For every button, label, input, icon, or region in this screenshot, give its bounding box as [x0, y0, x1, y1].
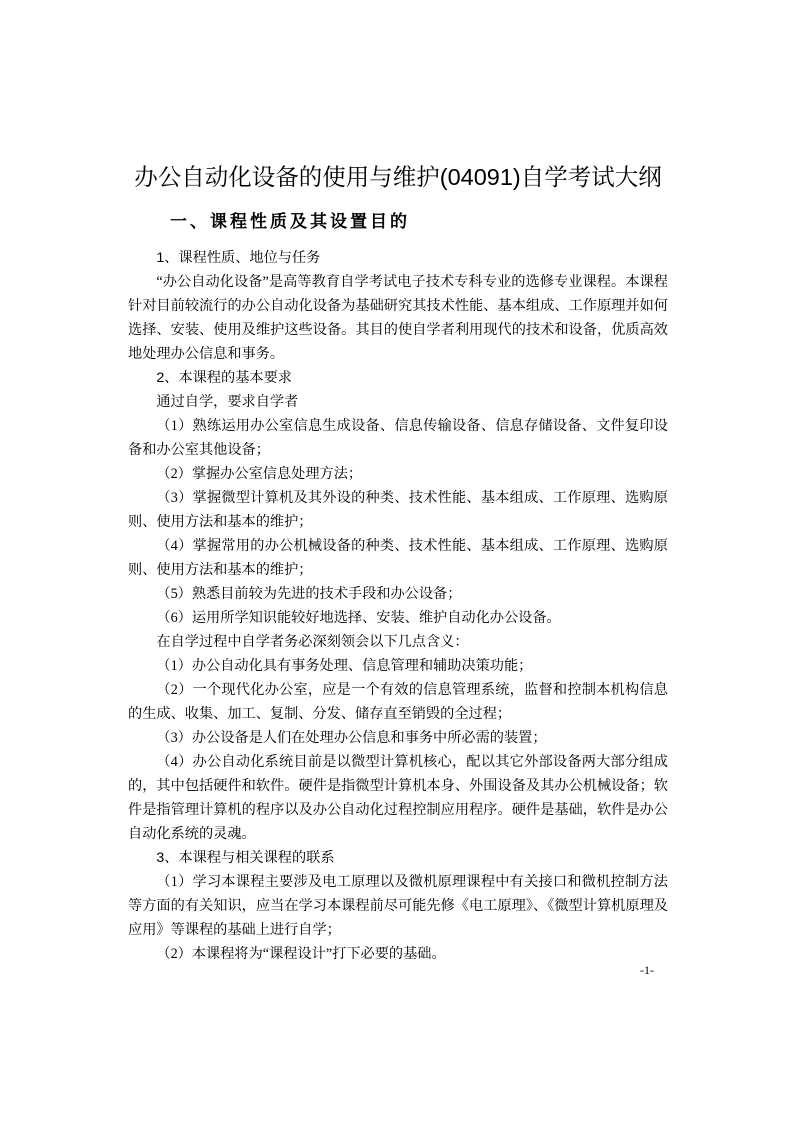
page-number: -1- — [640, 963, 654, 977]
subsection-heading: 3、本课程与相关课程的联系 — [156, 850, 335, 866]
paragraph: （2）本课程将为“课程设计”打下必要的基础。 — [156, 946, 446, 962]
paragraph: （5）熟悉目前较为先进的技术手段和办公设备； — [156, 586, 462, 602]
document-body — [128, 246, 668, 966]
subsection-heading: 1、课程性质、地位与任务 — [156, 250, 321, 266]
paragraph: （1）办公自动化具有事务处理、信息管理和辅助决策功能； — [156, 658, 533, 674]
paragraph: （2）一个现代化办公室，应是一个有效的信息管理系统，监督和控制本机构信息的生成、收集、加工、复制、分发、储存直至销毁的全过程； — [128, 682, 668, 722]
paragraph: （4）办公自动化系统目前是以微型计算机核心，配以其它外部设备两大部分组成的，其中包括硬件和软件。硬件是指微型计算机本身、外围设备及其办公机械设备；软件是指管理计算机的程序以及办公自动化过程控制应用程序。硬件是基础，软件是办公自动化系统的灵魂。 — [128, 754, 668, 842]
paragraph: “办公自动化设备”是高等教育自学考试电子技术专科专业的选修专业课程。本课程针对目前较流行的办公自动化设备为基础研究其技术性能、基本组成、工作原理并如何选择、安装、使用及维护这些设备。其目的使自学者利用现代的技术和设备，优质高效地处理办公信息和事务。 — [128, 274, 668, 362]
paragraph: （4）掌握常用的办公机械设备的种类、技术性能、基本组成、工作原理、选购原则、使用方法和基本的维护； — [128, 538, 668, 578]
paragraph: （1）学习本课程主要涉及电工原理以及微机原理课程中有关接口和微机控制方法等方面的有关知识，应当在学习本课程前尽可能先修《电工原理》、《微型计算机原理及应用》等课程的基础上进行自学； — [128, 874, 668, 938]
paragraph: （1）熟练运用办公室信息生成设备、信息传输设备、信息存储设备、文件复印设备和办公室其他设备； — [128, 418, 668, 458]
paragraph: （3）掌握微型计算机及其外设的种类、技术性能、基本组成、工作原理、选购原则、使用方法和基本的维护； — [128, 490, 668, 530]
paragraph: 通过自学，要求自学者 — [156, 394, 299, 410]
document-title: 办公自动化设备的使用与维护(04091)自学考试大纲 — [134, 164, 662, 190]
paragraph: 在自学过程中自学者务必深刻领会以下几点含义： — [156, 634, 469, 650]
paragraph: （3）办公设备是人们在处理办公信息和事务中所必需的装置； — [156, 730, 547, 746]
section-heading: 一、课程性质及其设置目的 — [170, 212, 410, 231]
paragraph: （2）掌握办公室信息处理方法； — [156, 466, 363, 482]
subsection-heading: 2、本课程的基本要求 — [156, 370, 292, 386]
paragraph: （6）运用所学知识能较好地选择、安装、维护自动化办公设备。 — [156, 610, 561, 626]
